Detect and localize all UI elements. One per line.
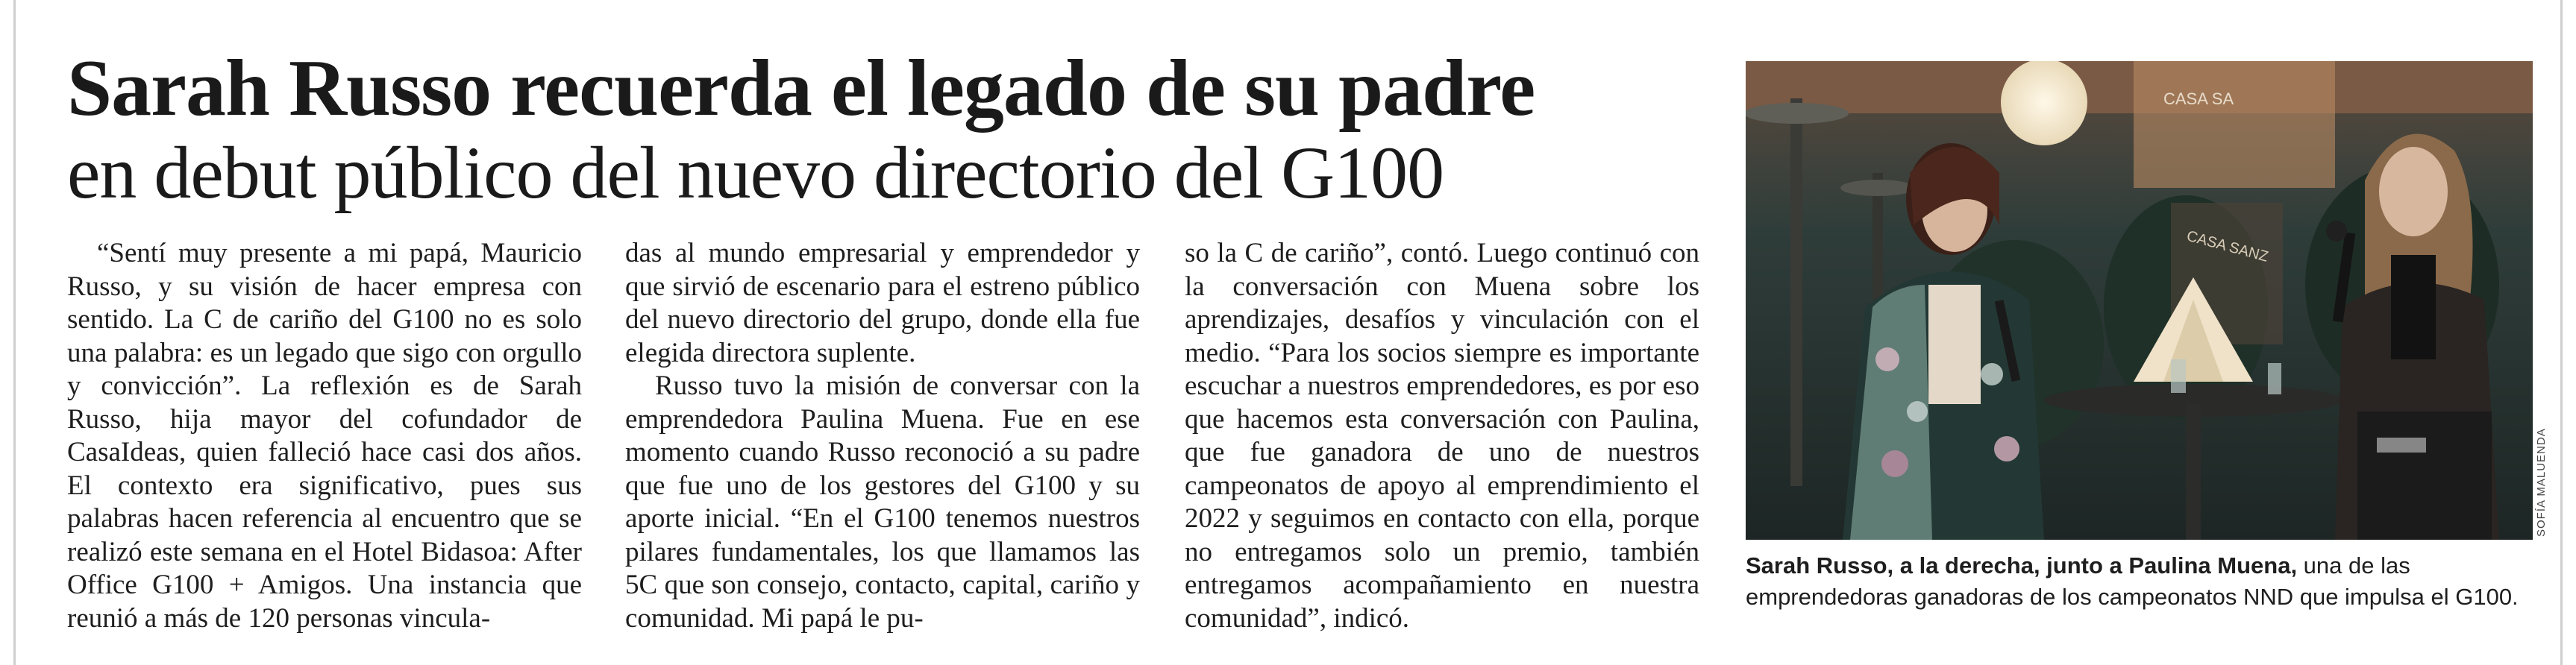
page-border-left [13,0,16,665]
photo-credit: SOFÍA MALUENDA [2535,428,2548,537]
article-column-2 [625,237,1140,635]
article-photo [1746,61,2533,540]
photo-sign-text-2: CASA SANZ [2184,227,2270,265]
photo-caption [1746,550,2536,613]
article-paragraph: das al mundo empresarial y emprendedor y que sirvió de escenario para el estreno público del nuevo directorio del grupo, donde ella fue elegida directora suplente. [625,238,1140,368]
caption-bold: Sarah Russo, a la derecha, junto a Paulina Muena, [1746,552,2298,579]
page-border-right [2560,0,2563,665]
headline [67,45,1731,213]
photo-illustration [1746,61,2533,540]
article-paragraph: so la C de cariño”, contó. Luego continuó con la conversación con Muena sobre los aprendizajes, desafíos y vinculación con el medio. “Para los socios siempre es importante escuchar a nuestros emprendedores, es por eso que hacemos esta conversación con Paulina, que fue ganadora de uno de nuestros campeonatos de apoyo al emprendimiento el 2022 y seguimos en contacto con ella, porque no entregamos solo un premio, también entregamos acompañamiento en nuestra comunidad”, indicó. [1185,238,1699,634]
photo-sign-text: CASA SA [2163,89,2234,108]
article-paragraph: “Sentí muy presente a mi papá, Mauricio Russo, y su visión de hacer empresa con sentido. La C de cariño del G100 no es solo una palabra: es un legado que sigo con orgullo y convicción”. La reflexión es de Sarah Russo, hija mayor del cofundador de CasaIdeas, quien falleció hace casi dos años. El contexto era significativo, pues sus palabras hacen referencia al encuentro que se realizó este semana en el Hotel Bidasoa: After Office G100 + Amigos. Una instancia que reunió a más de 120 personas vincula- [67,238,582,634]
headline-line-2: en debut público del nuevo directorio del G100 [67,131,1444,214]
article-column-1 [67,237,582,635]
article-paragraph: Russo tuvo la misión de conversar con la emprendedora Paulina Muena. Fue en ese momento cuando Russo reconoció a su padre que fue uno de los gestores del G100 y su aporte inicial. “En el G100 tenemos nuestros pilares fundamentales, los que llamamos las 5C que son consejo, contacto, capital, cariño y comunidad. Mi papá le pu- [625,371,1140,634]
headline-line-1: Sarah Russo recuerda el legado de su padre [67,44,1535,133]
article-column-3 [1185,237,1699,635]
caption-text: una de las emprendedoras ganadoras de los campeonatos NND que impulsa el G100. [1746,552,2519,610]
